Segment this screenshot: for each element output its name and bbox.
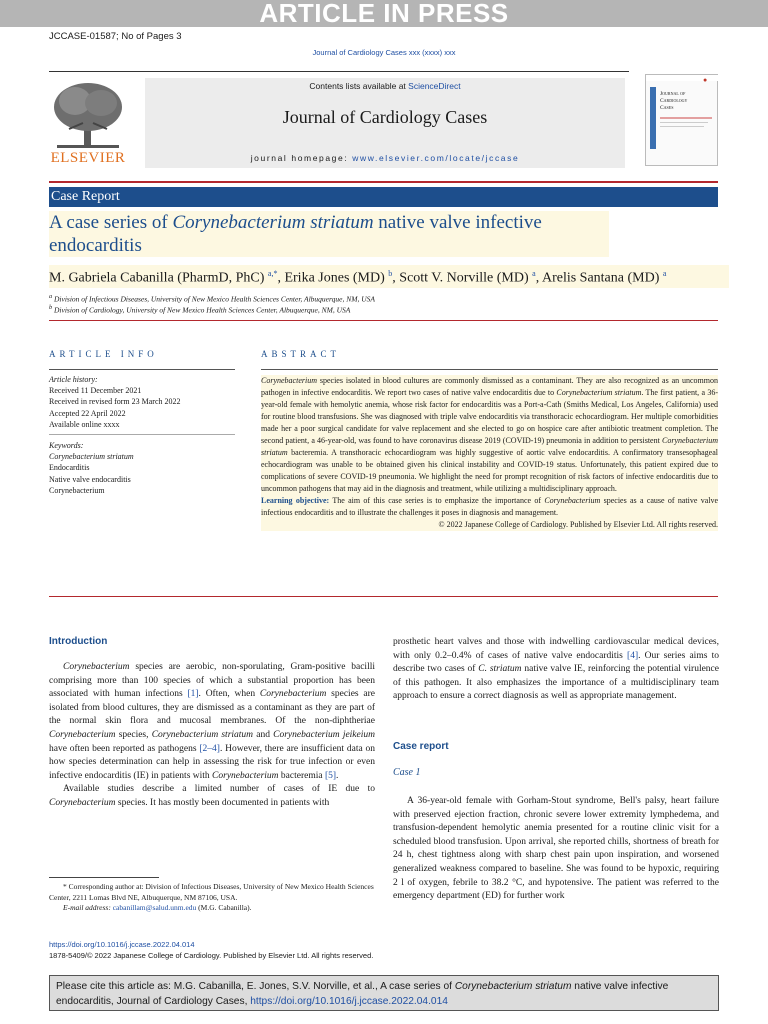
paragraph: Available studies describe a limited number of cases of IE due to Corynebacterium species. It has mostly been documented in patients with <box>49 784 375 808</box>
keyword: Corynebacterium <box>49 485 105 495</box>
journal-cover-thumbnail: ● Journal of Cardiology Cases <box>645 74 718 166</box>
journal-header-box <box>145 78 625 168</box>
abstract-bottom-rule <box>49 596 718 597</box>
article-category-bar: Case Report <box>49 187 718 207</box>
author-name[interactable]: Scott V. Norville (MD) <box>399 270 529 286</box>
article-title: A case series of Corynebacterium striatum native valve infective endocarditis <box>49 211 609 257</box>
header-top-rule <box>49 71 629 72</box>
case-1-heading: Case 1 <box>393 767 421 778</box>
elsevier-wordmark: ELSEVIER <box>50 150 126 166</box>
article-history: Article history: Received 11 December 2021 Received in revised form 23 March 2022 Accepted 22 April 2022 Available online xxxx <box>49 375 181 429</box>
affiliation-rule <box>49 320 718 321</box>
footnote-rule <box>49 877 159 878</box>
paragraph: prosthetic heart valves and those with indwelling cardiovascular medical devices, with only 0.2–0.4% of cases of native valve endocarditis [4]. Our series aims to describe two cases of C. striatum native valve IE, reinforcing the potential virulence of this pathogen. It also emphasizes the importance of a multidisciplinary team approach to ensure a correct diagnosis as well as appropriate management. <box>393 637 719 702</box>
reference-link[interactable]: [1] <box>187 689 199 700</box>
reference-link[interactable]: [5] <box>324 770 337 781</box>
contents-line: Contents lists available at ScienceDirect <box>309 81 461 91</box>
corresponding-author-footnote: * Corresponding author at: Division of Infectious Diseases, University of New Mexico Health Sciences Center, 2211 Lomas Blvd NE, Albuquerque, NM 87106, USA. E-mail address: cabanillam@salud.unm.edu (M.G. Cabanilla). <box>49 882 374 912</box>
homepage-line: journal homepage: www.elsevier.com/locate/jccase <box>250 153 520 163</box>
abstract-rule <box>261 369 718 370</box>
author-email-link[interactable]: cabanillam@salud.unm.edu <box>112 903 197 912</box>
sciencedirect-link[interactable]: ScienceDirect <box>408 81 461 91</box>
author-list: M. Gabriela Cabanilla (PharmD, PhC) $^{a,*}$, Erika Jones (MD) $^b$, Scott V. Norville (MD) $^a$, Arelis Santana (MD) $^a$ <box>49 265 729 288</box>
cover-badge-icon: ● <box>703 76 708 84</box>
introduction-body <box>49 661 375 811</box>
abstract-text: Corynebacterium species isolated in blood cultures are commonly dismissed as a contaminant. They are also recognized as an uncommon pathogen in infective endocarditis. We report two cases of native valve endocarditis due to Corynebacterium striatum. The first patient, a 36-year-old female with hemolytic anemia, whose risk factor for endocarditis was a Port-a-Cath (Smiths Medical, Los Angeles, California) used for routine blood transfusions. She was diagnosed with triple valve endocarditis via transthoracic echocardiogram. Her multiple comorbidities made her a poor surgical candidate for valve replacement and she elected to go on hospice care after antibiotic treatment completion. The second patient, a 46-year-old, was found to have coronavirus disease 2019 (COVID-19) pneumonia in addition to persistent Corynebacterium striatum bacteremia. A transthoracic echocardiogram was highly suggestive of aortic valve endocarditis. A confirmatory transesophageal echocardiogram was unable to be obtained given his clinical instability and COVID-19 status. Unfortunately, this patient expired due to complications of severe COVID-19 pneumonia. We highlight the need for prompt recognition of risk factors of infective endocarditis due to uncommon pathogens that may aid in the diagnosis and treatment, while utilizing a multidisciplinary approach. Learning objective: The aim of this case series is to emphasize the importance of Corynebacterium species as a cause of native valve infectious endocarditis and to illustrate the challenges it poses in diagnosis and management. © 2022 Japanese College of Cardiology. Published by Elsevier Ltd. All rights reserved. <box>261 376 719 529</box>
case-report-heading: Case report <box>393 741 449 752</box>
abstract-heading: ABSTRACT <box>261 349 341 359</box>
issn-copyright: 1878-5409/© 2022 Japanese College of Cardiology. Published by Elsevier Ltd. All rights reserved. <box>49 951 374 960</box>
learning-objective: Learning objective: The aim of this case series is to emphasize the importance of Corynebacterium species as a cause of native valve infectious endocarditis and to illustrate the challenges it poses in diagnosis and management. <box>261 496 719 517</box>
introduction-continued <box>393 636 719 704</box>
paragraph: Corynebacterium species are aerobic, non-sporulating, Gram-positive bacilli comprising more than 100 species of which a substantial proportion has been associated with human infections [1]. Often, when Corynebacterium species are isolated from blood cultures, they are dismissed as a contaminant as they are part of the normal skin flora and mucosal membranes. Of the non-diphtheriae Corynebacterium species, Corynebacterium striatum and Corynebacterium jeikeium have often been reported as pathogens [2–4]. However, there are insufficient data on how species determination can help in assessing the risk for true infection or even infective endocarditis (IE) in patients with Corynebacterium bacteremia [5]. <box>49 662 376 781</box>
journal-reference-link[interactable]: Journal of Cardiology Cases xxx (xxxx) xxx <box>312 48 456 57</box>
affiliation: $^a$ Division of Infectious Diseases, University of New Mexico Health Sciences Center, Albuquerque, NM, USA <box>49 293 375 304</box>
case-1-body <box>393 795 719 904</box>
introduction-heading: Introduction <box>49 636 108 647</box>
keywords-list: Keywords: Corynebacterium striatum Endocarditis Native valve endocarditis Corynebacterium <box>49 440 235 496</box>
author-name[interactable]: M. Gabriela Cabanilla (PharmD, PhC) <box>49 270 265 286</box>
header-bottom-rule <box>49 181 718 183</box>
journal-name: Journal of Cardiology Cases <box>282 107 488 127</box>
keyword: Corynebacterium striatum <box>49 452 134 462</box>
reference-link[interactable]: [2–4] <box>199 743 220 754</box>
paragraph: A 36-year-old female with Gorham-Stout syndrome, Bell's palsy, heart failure with preserved ejection fraction, chronic severe lower extremity lymphedema, and transfusion-dependent hemolytic anemia presented for a routine clinic visit for a scheduled blood transfusion. Upon arrival, she reported chills, shortness of breath for 24 h, chest tightness along with sharp chest pain upon inspiration, and worsened generalized weakness compared to baseline. She was found to be hypoxic, requiring 2 l of oxygen, febrile to 38.2 °C, and hypotensive. The patient was referred to the emergency department (ED) for further work <box>393 796 719 902</box>
article-in-press-banner: ARTICLE IN PRESS <box>0 0 768 27</box>
elsevier-tree-logo <box>49 79 127 151</box>
citation-box: Please cite this article as: M.G. Cabanilla, E. Jones, S.V. Norville, et al., A case series of Corynebacterium striatum native valve infective endocarditis, Journal of Cardiology Cases, https://doi.org/10.1016/j.jccase.2022.04.014 <box>49 975 719 1011</box>
keyword: Endocarditis <box>49 463 90 473</box>
author-name[interactable]: Erika Jones (MD) <box>284 270 385 286</box>
article-info-rule <box>49 369 235 370</box>
keyword: Native valve endocarditis <box>49 474 131 484</box>
reference-link[interactable]: [4] <box>627 650 639 661</box>
affiliation: $^b$ Division of Cardiology, University of New Mexico Health Sciences Center, Albuquerque, NM, USA <box>49 304 351 315</box>
copyright-notice: © 2022 Japanese College of Cardiology. Published by Elsevier Ltd. All rights reserved. <box>438 520 718 529</box>
author-name[interactable]: Arelis Santana (MD) <box>541 270 660 286</box>
journal-homepage-link[interactable]: www.elsevier.com/locate/jccase <box>352 153 520 163</box>
citation-doi-link[interactable]: https://doi.org/10.1016/j.jccase.2022.04.014 <box>250 996 448 1007</box>
document-id: JCCASE-01587; No of Pages 3 <box>49 31 182 42</box>
keywords-rule <box>49 434 235 435</box>
article-info-heading: ARTICLE INFO <box>49 349 158 359</box>
doi-link[interactable]: https://doi.org/10.1016/j.jccase.2022.04.014 <box>49 940 195 949</box>
